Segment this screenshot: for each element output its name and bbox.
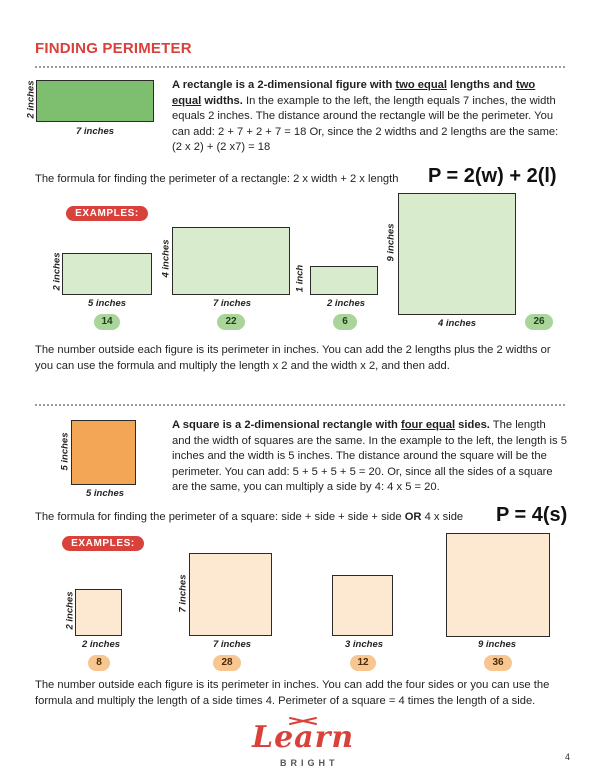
- section-divider: [35, 404, 565, 406]
- rect-ex2-perimeter: 22: [217, 314, 245, 330]
- logo-sub: BRIGHT: [280, 758, 339, 768]
- sq-ex4-bottom: 9 inches: [478, 639, 517, 650]
- sq-formula-a: The formula for finding the perimeter of a square: side + side + side + side: [35, 511, 405, 523]
- square-side-left-label: 5 inches: [59, 432, 71, 471]
- example-rectangle: [36, 80, 154, 122]
- rect-intro-bold: A rectangle is a 2-dimensional figure with: [172, 79, 396, 91]
- rect-width-label: 2 inches: [25, 80, 37, 119]
- rect-ex2-length: 7 inches: [213, 298, 252, 309]
- sq-formula-or: OR: [404, 511, 422, 523]
- square-formula-big: P = 4(s): [496, 504, 568, 526]
- rect-formula-text: The formula for finding the perimeter of a rectangle: 2 x width + 2 x length: [35, 173, 399, 185]
- square-note: The number outside each figure is its perimeter in inches. You can add the four sides or you can use the formula and multiply the length of a side times 4. Perimeter of a square = 4 times the length of a side.: [35, 679, 550, 707]
- sq-ex2-perimeter: 28: [213, 655, 241, 671]
- rect-ex4-perimeter: 26: [525, 314, 553, 330]
- rect-intro-underline-2: two equal: [172, 79, 536, 107]
- square-intro-underline: four equal: [401, 419, 456, 431]
- sq-ex3-bottom: 3 inches: [345, 639, 384, 650]
- rect-length-label: 7 inches: [76, 126, 115, 137]
- page-number: 4: [565, 752, 571, 762]
- square-side-bottom-label: 5 inches: [86, 488, 125, 499]
- sq-formula-b: 4 x side: [421, 511, 464, 523]
- rect-ex4-width: 9 inches: [385, 223, 397, 262]
- rect-intro-underline-1: two equal: [395, 79, 447, 91]
- square-example-3: [332, 575, 393, 636]
- square-example-1: [75, 589, 122, 636]
- rect-intro-mid: lengths and: [446, 79, 516, 91]
- rect-ex2-width: 4 inches: [160, 239, 172, 278]
- square-intro: [172, 418, 567, 496]
- learn-bright-logo: [248, 716, 358, 772]
- rect-ex3-width: 1 inch: [294, 264, 306, 293]
- section-divider: [35, 66, 565, 68]
- rect-example-2: [172, 227, 290, 295]
- rect-intro-rest: In the example to the left, the length equals 7 inches, the width equals 2 inches. The distance around the rectangle will be the perimeter. You can add: 2 + 7 + 2 + 7 = 18 Or, since the 2 widths and 2 lengths are the same: (2 x 2) + (2 x7) = 18: [172, 94, 559, 154]
- example-square: [71, 420, 136, 485]
- rect-formula-big: P = 2(w) + 2(l): [428, 165, 557, 187]
- square-intro-bold-end: sides.: [455, 419, 490, 431]
- rect-example-4: [398, 193, 516, 315]
- sq-ex2-side: 7 inches: [177, 574, 189, 613]
- rect-ex3-perimeter: 6: [333, 314, 357, 330]
- square-example-2: [189, 553, 272, 636]
- square-intro-rest: The length and the width of squares are the same. In the example to the left, the length is 5 inches and the width is 5 inches. The distance around the square will be the perimeter. You can add: 5 + 5 + 5 + 5 = 20. Or, since all the sides of a square are the same, you can multiply a side by 4: 4 x 5 = 20.: [172, 419, 567, 494]
- rect-ex4-length: 4 inches: [438, 318, 477, 329]
- sq-ex3-perimeter: 12: [350, 655, 376, 671]
- rect-examples-badge: EXAMPLES:: [66, 206, 148, 221]
- square-intro-bold: A square is a 2-dimensional rectangle with: [172, 419, 401, 431]
- rectangle-intro: [172, 78, 567, 156]
- rect-example-3: [310, 266, 378, 295]
- rect-example-1: [62, 253, 152, 295]
- page-title: FINDING PERIMETER: [35, 40, 192, 57]
- sq-ex1-bottom: 2 inches: [82, 639, 121, 650]
- rect-ex3-length: 2 inches: [327, 298, 366, 309]
- logo-word: Learn: [252, 720, 355, 755]
- rect-ex1-perimeter: 14: [94, 314, 120, 330]
- square-example-4: [446, 533, 550, 637]
- sq-ex2-bottom: 7 inches: [213, 639, 252, 650]
- rect-note: The number outside each figure is its perimeter in inches. You can add the 2 lengths plus the 2 widths or you can use the formula and multiply the length x 2 and the width x 2, and then add.: [35, 344, 551, 372]
- square-examples-badge: EXAMPLES:: [62, 536, 144, 551]
- rect-intro-bold-end: widths.: [201, 94, 243, 107]
- sq-ex1-side: 2 inches: [64, 591, 76, 630]
- rect-ex1-width: 2 inches: [51, 252, 63, 291]
- sq-ex4-perimeter: 36: [484, 655, 512, 671]
- rect-ex1-length: 5 inches: [88, 298, 127, 309]
- square-formula-text: [35, 510, 463, 526]
- sq-ex1-perimeter: 8: [88, 655, 110, 671]
